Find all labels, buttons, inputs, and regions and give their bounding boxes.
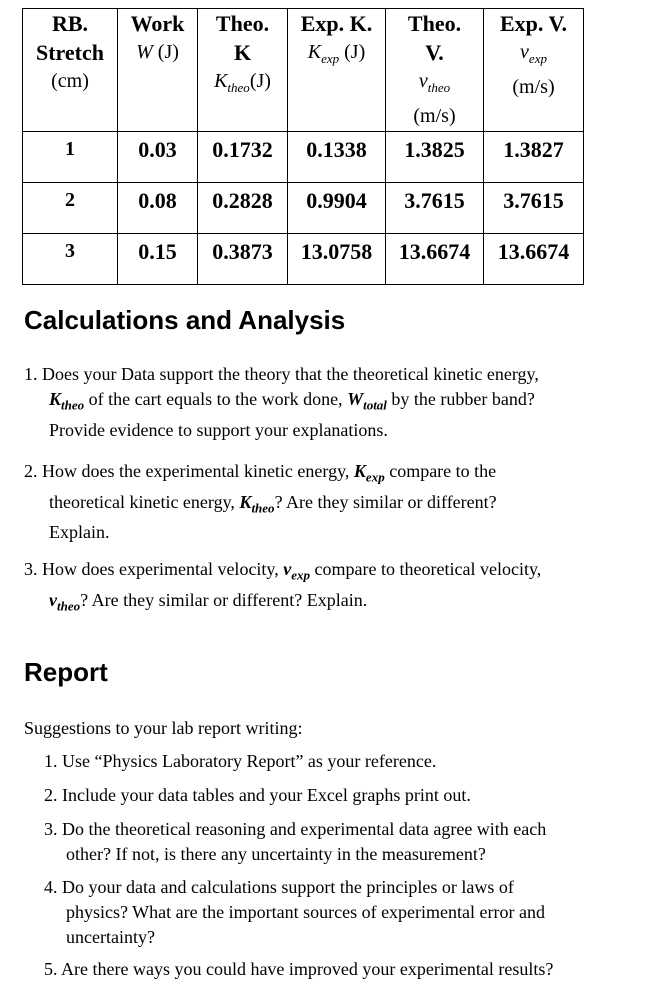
table-cell: 0.03 — [118, 132, 198, 183]
report-item: 2. Include your data tables and your Excel graphs print out. — [44, 785, 471, 805]
table-cell: 0.3873 — [198, 234, 288, 285]
report-item: 3. Do the theoretical reasoning and experimental data agree with each other? If not, is there any uncertainty in the measurement? — [44, 819, 547, 864]
table-cell: 0.1338 — [288, 132, 386, 183]
table-cell: 0.08 — [118, 183, 198, 234]
question-3: 3. How does experimental velocity, $v_{exp}$ compare to theoretical velocity, $v_{theo}$? Are they similar or different? Explain. — [24, 559, 542, 614]
table-cell: 0.9904 — [288, 183, 386, 234]
table-cell: 0.1732 — [198, 132, 288, 183]
table-cell: 3.7615 — [484, 183, 584, 234]
table-row — [23, 183, 584, 234]
header-exp-v: Exp. V. $v_{exp}$ (m/s) — [484, 9, 584, 132]
table-cell: 1 — [23, 132, 118, 183]
header-theo-v: Theo. V. $v_{theo}$ (m/s) — [386, 9, 484, 132]
report-item: 4. Do your data and calculations support the principles or laws of physics? What are the important sources of experimental error and uncertainty? — [44, 877, 545, 947]
report-heading: Report — [24, 657, 108, 687]
report-item: 1. Use “Physics Laboratory Report” as your reference. — [44, 751, 437, 771]
table-cell: 3 — [23, 234, 118, 285]
table-cell: 1.3827 — [484, 132, 584, 183]
question-1: 1. Does your Data support the theory that the theoretical kinetic energy, $K_{theo}$ of the cart equals to the work done, $W_{total}$ by the rubber band? Provide evidence to support your explanations. — [24, 364, 539, 440]
table-cell: 0.2828 — [198, 183, 288, 234]
table-cell: 2 — [23, 183, 118, 234]
header-exp-k: Exp. K. $K_{exp}$ (J) — [288, 9, 386, 132]
table-cell: 0.15 — [118, 234, 198, 285]
table-row — [23, 132, 584, 183]
table-row — [23, 234, 584, 285]
report-item: 5. Are there ways you could have improved your experimental results? — [44, 959, 554, 979]
header-stretch: RB. Stretch (cm) — [23, 9, 118, 132]
table-cell: 13.6674 — [484, 234, 584, 285]
table-cell: 13.6674 — [386, 234, 484, 285]
header-theo-k: Theo. K $K_{theo}(J)$ — [198, 9, 288, 132]
table-cell: 3.7615 — [386, 183, 484, 234]
calc-heading: Calculations and Analysis — [24, 305, 346, 335]
table-header-row — [23, 9, 584, 132]
table-cell: 13.0758 — [288, 234, 386, 285]
report-intro: Suggestions to your lab report writing: — [24, 718, 303, 738]
header-work: Work W (J) — [118, 9, 198, 132]
data-table — [22, 8, 584, 285]
table-cell: 1.3825 — [386, 132, 484, 183]
question-2: 2. How does the experimental kinetic energy, $K_{exp}$ compare to the theoretical kinetic energy, $K_{theo}$? Are they similar or different? Explain. — [24, 461, 497, 543]
